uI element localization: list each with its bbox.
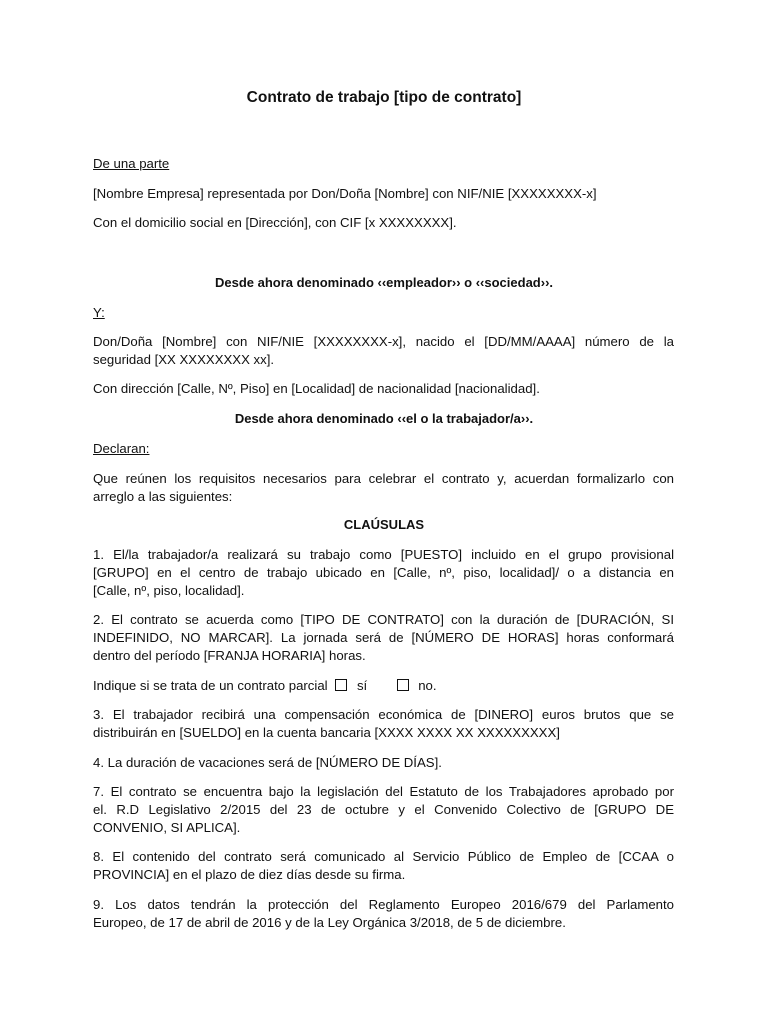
- party1-line1: [Nombre Empresa] representada por Don/Doña [Nombre] con NIF/NIE [XXXXXXXX-x]: [93, 186, 597, 201]
- clause1-line-a: 1. El/la trabajador/a realizará su trabajo como [PUESTO] incluido en el grupo provisional: [93, 547, 674, 562]
- partial-contract-row: [93, 677, 437, 694]
- clause4: 4. La duración de vacaciones será de [NÚMERO DE DÍAS].: [93, 755, 442, 770]
- clause2-line-c: dentro del período [FRANJA HORARIA] horas.: [93, 648, 366, 663]
- declare-heading: Declaran:: [93, 441, 150, 456]
- no-label: no.: [418, 678, 437, 693]
- declare-line-b: arreglo a las siguientes:: [93, 489, 233, 504]
- declare-line-a: Que reúnen los requisitos necesarios para celebrar el contrato y, acuerdan formalizarlo con: [93, 471, 674, 486]
- clause7-line-b: el. R.D Legislativo 2/2015 del 23 de octubre y el Convenido Colectivo de [GRUPO DE: [93, 802, 674, 817]
- party2-line1a: Don/Doña [Nombre] con NIF/NIE [XXXXXXXX-x], nacido el [DD/MM/AAAA] número de la: [93, 334, 674, 349]
- clause3-line-b: distribuirán en [SUELDO] en la cuenta bancaria [XXXX XXXX XX XXXXXXXXX]: [93, 725, 560, 740]
- party1-denominated: Desde ahora denominado ‹‹empleador›› o ‹‹sociedad››.: [214, 275, 554, 290]
- clause7-line-c: CONVENIO, SI APLICA].: [93, 820, 241, 835]
- party2-line2: Con dirección [Calle, Nº, Piso] en [Localidad] de nacionalidad [nacionalidad].: [93, 381, 540, 396]
- clause8-line-b: PROVINCIA] en el plazo de diez días desde su firma.: [93, 867, 406, 882]
- clause7-line-a: 7. El contrato se encuentra bajo la legislación del Estatuto de los Trabajadores aprobado por: [93, 784, 674, 799]
- document-title: Contrato de trabajo [tipo de contrato]: [246, 89, 522, 106]
- clause9-line-a: 9. Los datos tendrán la protección del Reglamento Europeo 2016/679 del Parlamento: [93, 897, 674, 912]
- clause1-line-b: [GRUPO] en el centro de trabajo ubicado en [Calle, nº, piso, localidad]/ o a distancia en: [93, 565, 674, 580]
- party1-line2: Con el domicilio social en [Dirección], con CIF [x XXXXXXXX].: [93, 215, 457, 230]
- no-checkbox[interactable]: [397, 679, 409, 691]
- party2-line1b: seguridad [XX XXXXXXXX xx].: [93, 352, 275, 367]
- clause3-line-a: 3. El trabajador recibirá una compensación económica de [DINERO] euros brutos que se: [93, 707, 674, 722]
- clauses-heading: CLAÚSULAS: [343, 517, 425, 532]
- partial-question: Indique si se trata de un contrato parcial: [93, 678, 328, 693]
- clause9-line-b: Europeo, de 17 de abril de 2016 y de la Ley Orgánica 3/2018, de 5 de diciembre.: [93, 915, 566, 930]
- yes-checkbox[interactable]: [335, 679, 347, 691]
- party2-denominated: Desde ahora denominado ‹‹el o la trabajador/a››.: [234, 411, 534, 426]
- clause2-line-a: 2. El contrato se acuerda como [TIPO DE CONTRATO] con la duración de [DURACIÓN, SI: [93, 612, 674, 627]
- clause1-line-c: [Calle, nº, piso, localidad].: [93, 583, 245, 598]
- yes-label: sí: [356, 678, 368, 693]
- clause8-line-a: 8. El contenido del contrato será comunicado al Servicio Público de Empleo de [CCAA o: [93, 849, 674, 864]
- clause2-line-b: INDEFINIDO, NO MARCAR]. La jornada será de [NÚMERO DE HORAS] horas conformará: [93, 630, 674, 645]
- party2-heading: Y:: [93, 305, 105, 320]
- party1-heading: De una parte: [93, 156, 170, 171]
